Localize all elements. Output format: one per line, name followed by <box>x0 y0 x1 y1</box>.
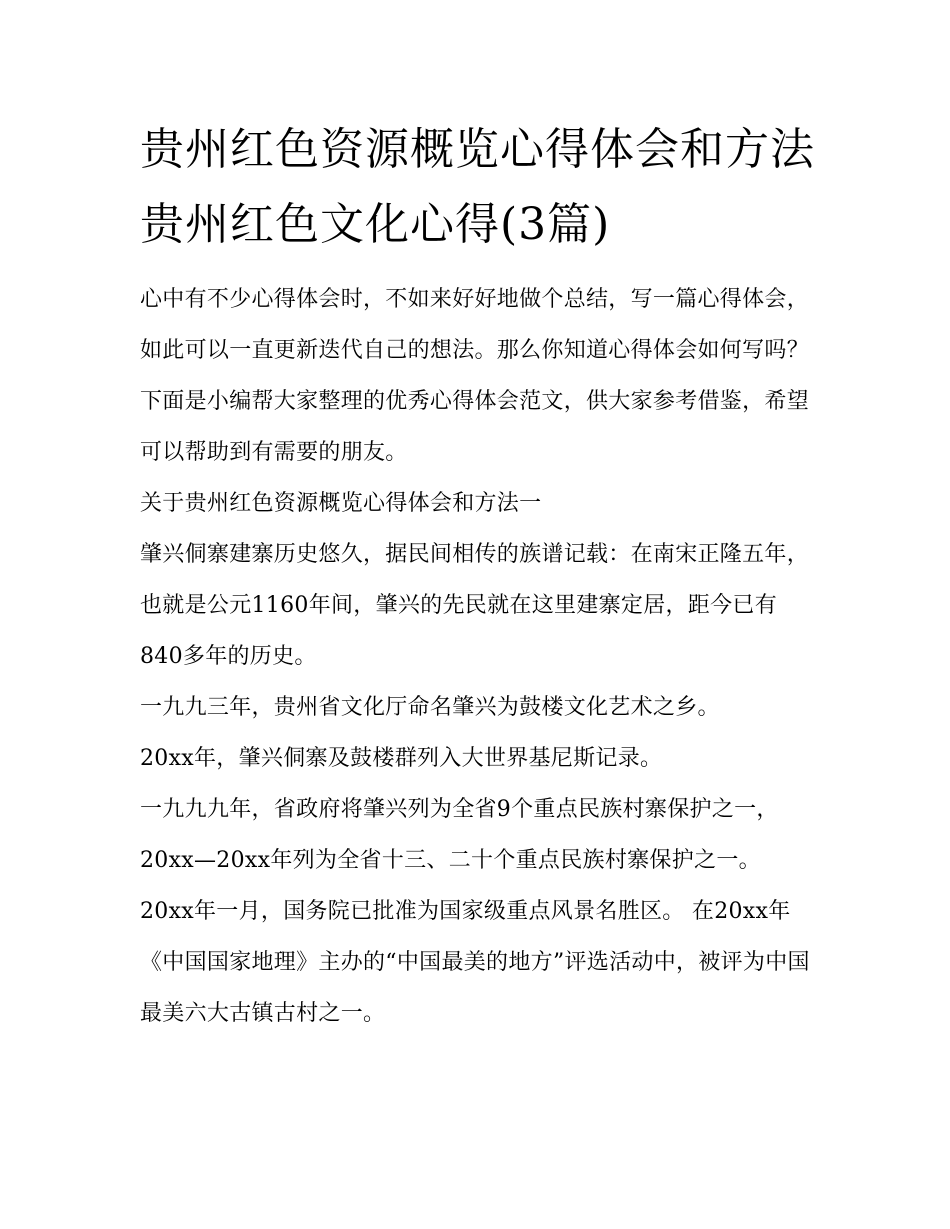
paragraph-scenic-area: 20xx年一月，国务院已批准为国家级重点风景名胜区。 在20xx年《中国国家地理》主办的“中国最美的地方”评选活动中，被评为中国最美六大古镇古村之一。 <box>140 899 810 1026</box>
section-heading: 关于贵州红色资源概览心得体会和方法一 <box>140 491 542 516</box>
document-title: 贵州红色资源概览心得体会和方法 贵州红色文化心得(3篇) <box>140 124 815 250</box>
document-page <box>140 112 815 1039</box>
paragraph-intro: 心中有不少心得体会时，不如来好好地做个总结，写一篇心得体会，如此可以一直更新迭代自己的想法。那么你知道心得体会如何写吗？下面是小编帮大家整理的优秀心得体会范文，供大家参考借鉴，希望可以帮助到有需要的朋友。 <box>140 287 810 465</box>
paragraph-1999: 一九九九年，省政府将肇兴列为全省9个重点民族村寨保护之一，20xx—20xx年列为全省十三、二十个重点民族村寨保护之一。 <box>140 797 779 873</box>
paragraph-guinness: 20xx年，肇兴侗寨及鼓楼群列入大世界基尼斯记录。 <box>140 746 663 771</box>
paragraph-1993: 一九九三年，贵州省文化厅命名肇兴为鼓楼文化艺术之乡。 <box>140 695 720 720</box>
paragraph-history: 肇兴侗寨建寨历史悠久，据民间相传的族谱记载：在南宋正隆五年，也就是公元1160年间，肇兴的先民就在这里建寨定居，距今已有840多年的历史。 <box>140 542 810 669</box>
